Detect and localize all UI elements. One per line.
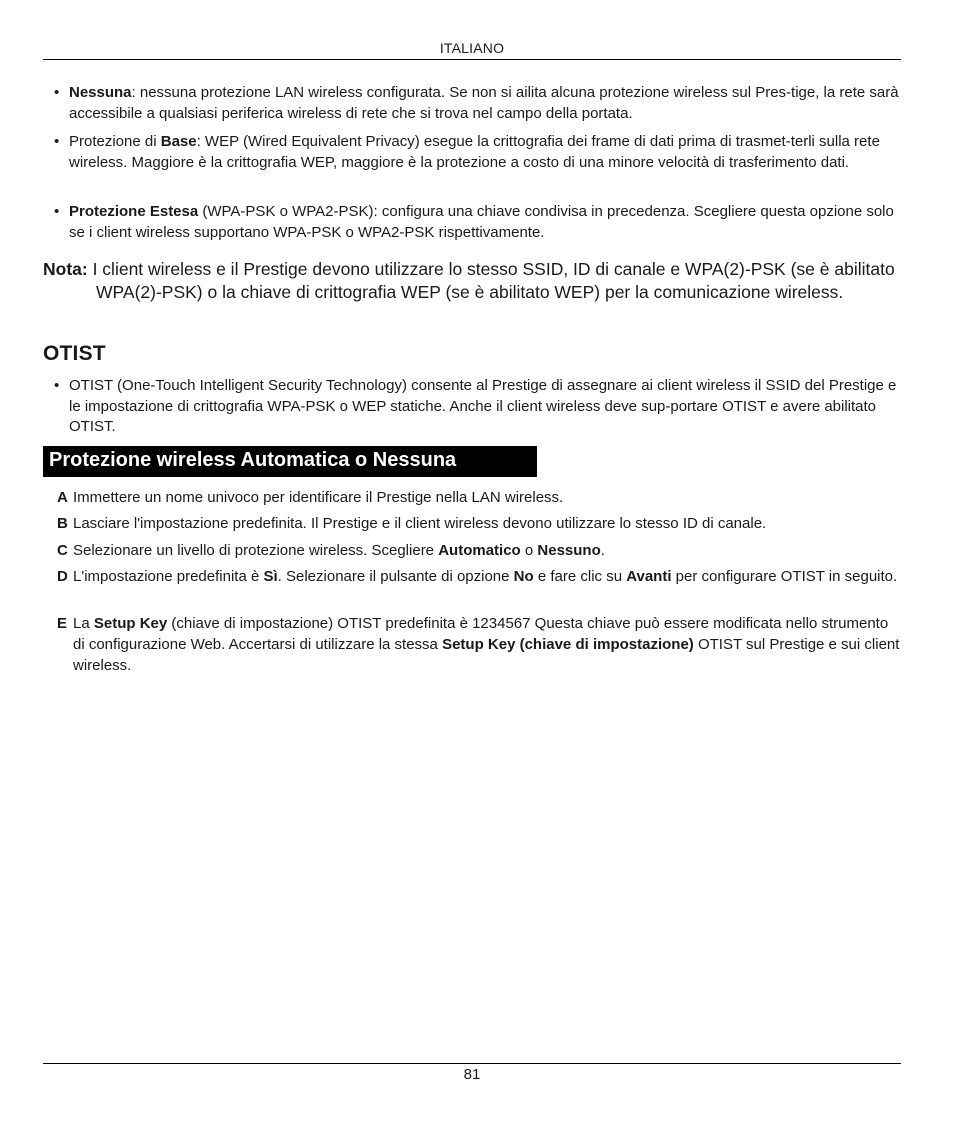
footer-rule xyxy=(43,1063,901,1064)
bullet-prefix: Protezione di xyxy=(69,133,161,150)
step-text: La xyxy=(73,615,94,632)
header-rule xyxy=(43,59,901,60)
step-letter: B xyxy=(57,515,68,532)
step-text: Immettere un nome univoco per identificare il Prestige nella LAN wireless. xyxy=(73,489,564,506)
button-avanti-ref: Avanti xyxy=(626,568,672,585)
step-letter: C xyxy=(57,542,68,559)
bullet-estesa xyxy=(69,202,901,243)
step-text: (chiave di impostazione) OTIST predefinita è 1234567 Questa chiave può essere modificata nello strumento di configurazione Web. Accertarsi di utilizzare la stessa xyxy=(73,615,889,653)
page-number: 81 xyxy=(463,1066,481,1083)
step-letter: E xyxy=(57,615,68,632)
step-b xyxy=(57,513,901,534)
bullet-term: Nessuna xyxy=(69,84,132,101)
step-text: per configurare OTIST in seguito. xyxy=(671,568,898,585)
step-text: o xyxy=(520,542,538,559)
step-text: . xyxy=(600,542,605,559)
setup-key-term: Setup Key xyxy=(93,615,168,632)
bullet-nessuna xyxy=(69,83,901,124)
step-text: e fare clic su xyxy=(533,568,627,585)
step-text: Selezionare un livello di protezione wireless. Scegliere xyxy=(73,542,439,559)
step-text: L'impostazione predefinita è xyxy=(73,568,264,585)
option-automatico: Automatico xyxy=(438,542,521,559)
bullet-term: Base xyxy=(160,133,197,150)
bullet-term: Protezione Estesa xyxy=(69,203,199,220)
bullet-text: (WPA-PSK o WPA2-PSK): configura una chiave condivisa in precedenza. Scegliere questa opzione solo se i client wireless supportano WPA-PSK o WPA2-PSK rispettivamente. xyxy=(69,203,894,241)
step-a xyxy=(57,487,901,508)
step-letter: D xyxy=(57,568,68,585)
step-text: Lasciare l'impostazione predefinita. Il Prestige e il client wireless devono utilizzare lo stesso ID di canale. xyxy=(73,515,767,532)
step-c xyxy=(57,540,901,561)
otist-heading: OTIST xyxy=(43,342,106,365)
step-text: . Selezionare il pulsante di opzione xyxy=(277,568,514,585)
note xyxy=(43,258,901,303)
option-no: No xyxy=(513,568,534,585)
note-label: Nota: xyxy=(43,259,88,279)
page-header-label: ITALIANO xyxy=(439,40,505,56)
step-text: OTIST sul Prestige e sui client wireless. xyxy=(73,636,900,674)
note-text: I client wireless e il Prestige devono utilizzare lo stesso SSID, ID di canale e WPA(2)-PSK (se è abilitato WPA(2)-PSK) o la chiave di crittografia WEP (se è abilitato WEP) per la comunicazione wireless. xyxy=(87,259,895,302)
step-e xyxy=(57,613,901,676)
bullet-text: : nessuna protezione LAN wireless configurata. Se non si ailita alcuna protezione wireless sul Pres-tige, la rete sarà accessibile a qualsiasi periferica wireless di rete che si trova nel campo della portata. xyxy=(69,84,899,122)
option-nessuno: Nessuno xyxy=(537,542,601,559)
section-heading-banner: Protezione wireless Automatica o Nessuna xyxy=(43,446,537,477)
bullet-text: : WEP (Wired Equivalent Privacy) esegue la crittografia dei frame di dati prima di trasmet-terli sulla rete wireless. Maggiore è la crittografia WEP, maggiore è la protezione a costo di una minore velocità di trasferimento dati. xyxy=(69,133,880,171)
bullet-base xyxy=(69,132,901,173)
otist-bullet xyxy=(69,376,901,438)
step-d xyxy=(57,566,901,587)
option-si: Sì xyxy=(263,568,278,585)
bullet-text: OTIST (One-Touch Intelligent Security Technology) consente al Prestige di assegnare ai client wireless il SSID del Prestige e le impostazione di crittografia WPA-PSK o WEP statiche. Anche il client wireless deve sup-portare OTIST e avere abilitato OTIST. xyxy=(69,377,897,436)
step-letter: A xyxy=(57,489,68,506)
setup-key-term: Setup Key (chiave di impostazione) xyxy=(442,636,694,653)
